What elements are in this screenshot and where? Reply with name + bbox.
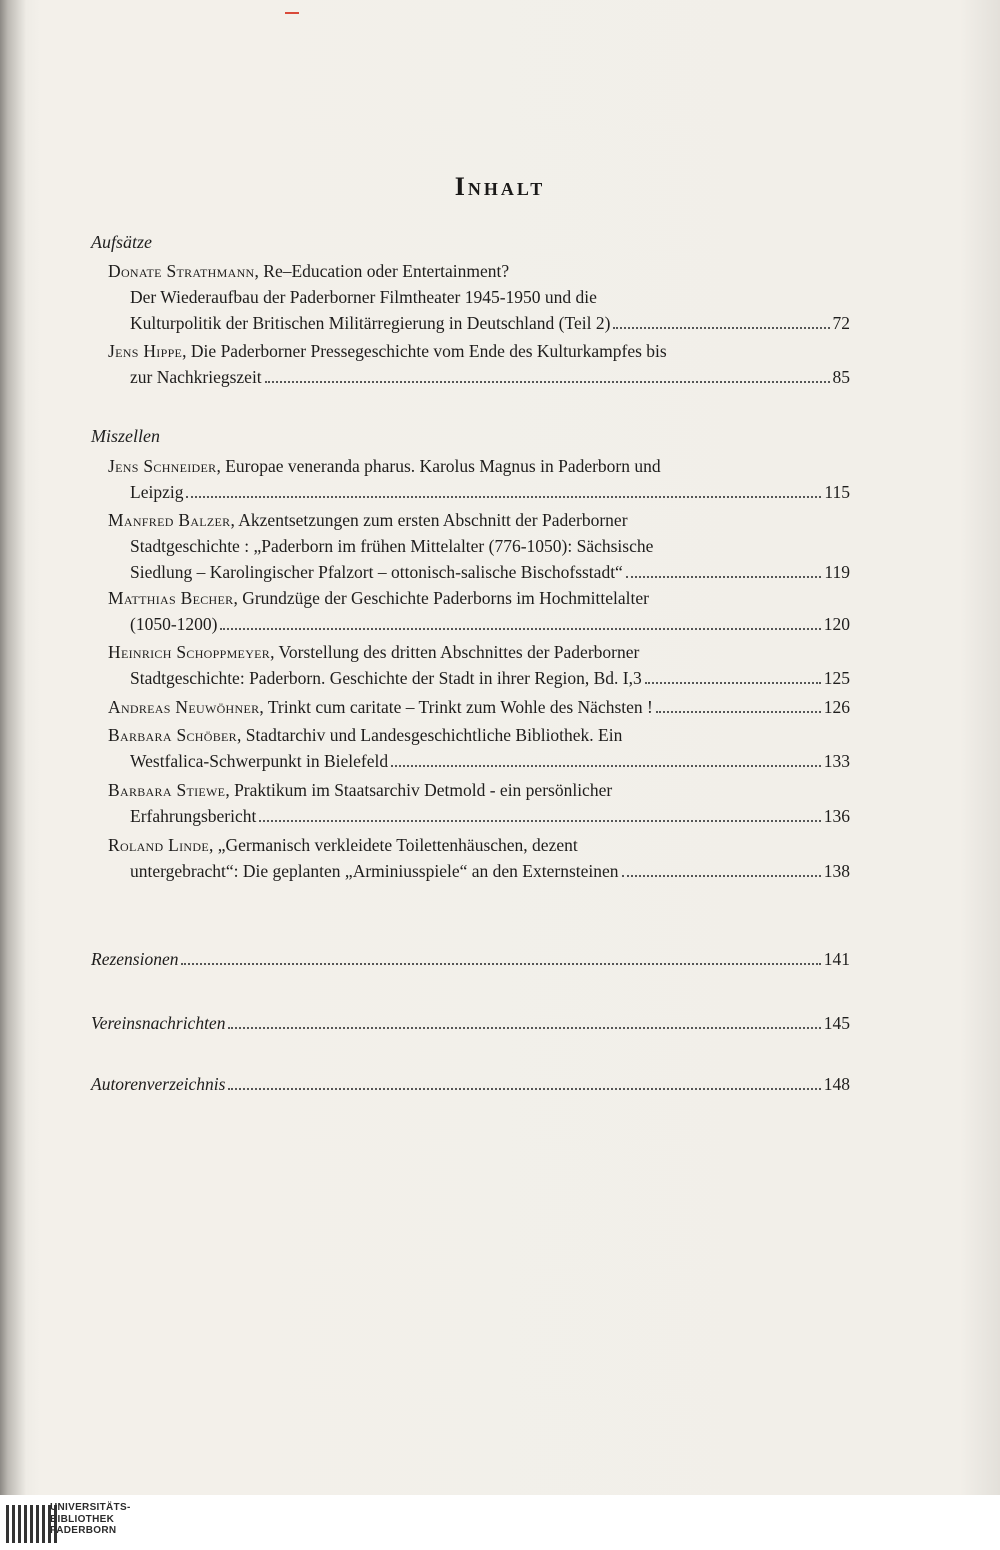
entry-author: Roland Linde <box>108 835 209 855</box>
entry-title-line: „Germanisch verkleidete Toilettenhäuschen, dezent <box>217 835 578 855</box>
entry-title-line: Leipzig <box>130 482 184 502</box>
entry-author: Donate Strathmann <box>108 261 255 281</box>
page-binding-shadow <box>0 0 26 1495</box>
entry-author: Manfred Balzer <box>108 510 231 530</box>
leader-dots <box>626 576 822 578</box>
toc-entry[interactable]: Jens Hippe, Die Paderborner Pressegeschichte vom Ende des Kulturkampfes bis zur Nachkriegszeit 85 <box>108 338 850 390</box>
entry-page-number: 126 <box>823 697 850 717</box>
section-entry-label: Rezensionen <box>91 949 179 969</box>
entry-title-line: Siedlung – Karolingischer Pfalzort – ottonisch-salische Bischofsstadt“ <box>130 562 623 582</box>
entry-page-number: 115 <box>824 482 850 502</box>
logo-line: BIBLIOTHEK <box>50 1513 115 1525</box>
entry-title-line: Vorstellung des dritten Abschnittes der Paderborner <box>278 642 640 662</box>
entry-page-number: 119 <box>824 562 850 582</box>
entry-author: Barbara Stiewe <box>108 780 226 800</box>
entry-page-number: 138 <box>823 861 850 881</box>
toc-section-autorenverzeichnis[interactable] <box>91 1074 850 1095</box>
footer-bar <box>0 1495 1000 1550</box>
toc-entry[interactable]: Roland Linde, „Germanisch verkleidete Toilettenhäuschen, dezent untergebracht“: Die geplanten „Arminiusspiele“ an den Externsteinen 138 <box>108 832 850 884</box>
section-heading-miszellen: Miszellen <box>91 426 160 446</box>
entry-page-number: 125 <box>823 668 850 688</box>
red-mark <box>285 12 299 14</box>
leader-dots <box>391 765 821 767</box>
toc-entry[interactable]: Matthias Becher, Grundzüge der Geschichte Paderborns im Hochmittelalter (1050-1200) 120 <box>108 585 850 637</box>
logo-line: UNIVERSITÄTS- <box>50 1502 131 1513</box>
toc-entry[interactable]: Barbara Stiewe, Praktikum im Staatsarchiv Detmold - ein persönlicher Erfahrungsbericht 136 <box>108 777 850 829</box>
entry-title-line: zur Nachkriegszeit <box>130 367 262 387</box>
entry-page-number: 85 <box>832 367 850 387</box>
leader-dots <box>228 1027 820 1029</box>
toc-entry[interactable]: Andreas Neuwöhner, Trinkt cum caritate – Trinkt zum Wohle des Nächsten ! 126 <box>108 694 850 720</box>
library-logo-text <box>50 1502 131 1537</box>
section-entry-label: Autorenverzeichnis <box>91 1074 226 1094</box>
leader-dots <box>656 711 821 713</box>
entry-title-line: Europae veneranda pharus. Karolus Magnus in Paderborn und <box>225 456 661 476</box>
leader-dots <box>228 1088 820 1090</box>
toc-entry[interactable]: Barbara Schöber, Stadtarchiv und Landesgeschichtliche Bibliothek. Ein Westfalica-Schwerpunkt in Bielefeld 133 <box>108 722 850 774</box>
entry-title-line: Praktikum im Staatsarchiv Detmold - ein persönlicher <box>234 780 613 800</box>
entry-title-line: Re–Education oder Entertainment? <box>263 261 510 281</box>
logo-line: PADERBORN <box>50 1525 117 1536</box>
entry-title-line: Westfalica-Schwerpunkt in Bielefeld <box>130 751 389 771</box>
entry-title-line: Stadtgeschichte: Paderborn. Geschichte der Stadt in ihrer Region, Bd. I,3 <box>130 668 642 688</box>
section-entry-page: 148 <box>823 1074 850 1094</box>
entry-title-line: Trinkt cum caritate – Trinkt zum Wohle des Nächsten ! <box>267 697 653 717</box>
entry-page-number: 120 <box>823 614 850 634</box>
leader-dots <box>265 381 830 383</box>
section-entry-page: 141 <box>823 949 850 969</box>
entry-title-line: untergebracht“: Die geplanten „Arminiusspiele“ an den Externsteinen <box>130 861 619 881</box>
entry-author: Matthias Becher <box>108 588 234 608</box>
section-heading-aufsaetze: Aufsätze <box>91 232 152 252</box>
section-entry-label: Vereinsnachrichten <box>91 1013 226 1033</box>
entry-title-line: Stadtarchiv und Landesgeschichtliche Bibliothek. Ein <box>245 725 623 745</box>
leader-dots <box>181 963 820 965</box>
toc-entry[interactable]: Heinrich Schoppmeyer, Vorstellung des dritten Abschnittes der Paderborner Stadtgeschichte: Paderborn. Geschichte der Stadt in ihrer Region, Bd. I,3 125 <box>108 639 850 691</box>
entry-title-line: Kulturpolitik der Britischen Militärregierung in Deutschland (Teil 2) <box>130 313 611 333</box>
entry-title-line: Stadtgeschichte : „Paderborn im frühen Mittelalter (776-1050): Sächsische <box>130 536 654 556</box>
entry-title-line: Die Paderborner Pressegeschichte vom Ende des Kulturkampfes bis <box>190 341 667 361</box>
leader-dots <box>220 628 820 630</box>
leader-dots <box>259 820 820 822</box>
entry-title-line: (1050-1200) <box>130 614 218 634</box>
entry-author: Jens Hippe <box>108 341 183 361</box>
leader-dots <box>622 875 821 877</box>
page-title: Inhalt <box>454 172 546 201</box>
toc-entry[interactable]: Jens Schneider, Europae veneranda pharus. Karolus Magnus in Paderborn und Leipzig 115 <box>108 453 850 505</box>
entry-author: Heinrich Schoppmeyer <box>108 642 271 662</box>
toc-section-vereinsnachrichten[interactable] <box>91 1013 850 1034</box>
entry-title-line: Erfahrungsbericht <box>130 806 257 826</box>
leader-dots <box>613 327 829 329</box>
section-entry-page: 145 <box>823 1013 850 1033</box>
entry-page-number: 136 <box>823 806 850 826</box>
toc-entry[interactable]: Manfred Balzer, Akzentsetzungen zum ersten Abschnitt der Paderborner Stadtgeschichte : „Paderborn im frühen Mittelalter (776-1050): Sächsische Siedlung – Karolingischer Pfalzort – ottonisch-salische Bischofsstadt“ 119 <box>108 507 850 585</box>
entry-title-line: Akzentsetzungen zum ersten Abschnitt der Paderborner <box>238 510 628 530</box>
entry-author: Jens Schneider <box>108 456 217 476</box>
leader-dots <box>186 496 821 498</box>
toc-section-rezensionen[interactable] <box>91 949 850 970</box>
leader-dots <box>645 682 821 684</box>
entry-page-number: 72 <box>832 313 850 333</box>
entry-author: Andreas Neuwöhner <box>108 697 260 717</box>
entry-title-line: Der Wiederaufbau der Paderborner Filmtheater 1945-1950 und die <box>130 287 597 307</box>
entry-title-line: Grundzüge der Geschichte Paderborns im Hochmittelalter <box>242 588 649 608</box>
toc-entry[interactable]: Donate Strathmann, Re–Education oder Entertainment? Der Wiederaufbau der Paderborner Filmtheater 1945-1950 und die Kulturpolitik der Britischen Militärregierung in Deutschland (Teil 2) 72 <box>108 258 850 336</box>
entry-page-number: 133 <box>823 751 850 771</box>
entry-author: Barbara Schöber <box>108 725 237 745</box>
